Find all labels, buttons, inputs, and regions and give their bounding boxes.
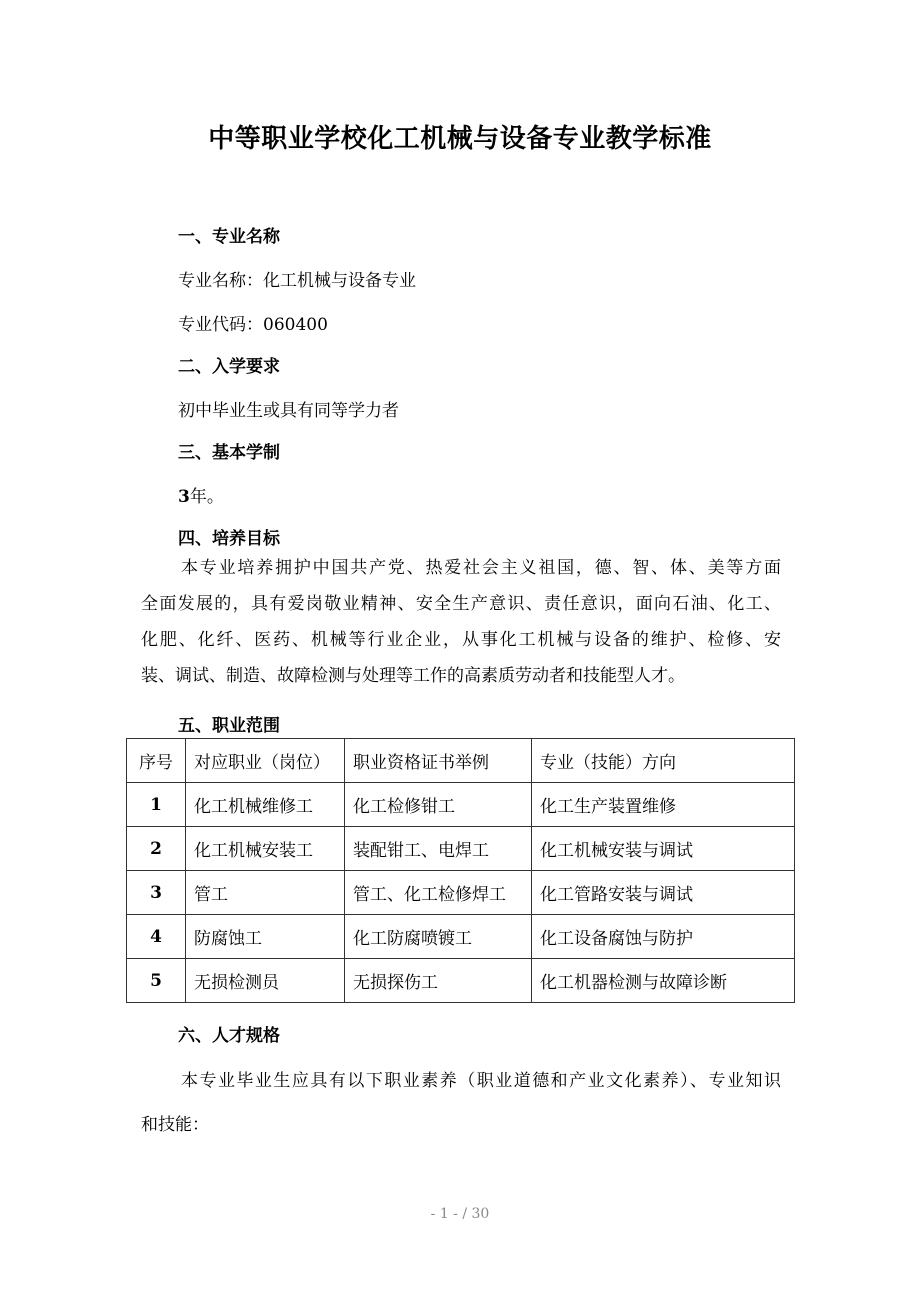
section-5-heading: 五、职业范围 [178, 716, 280, 736]
paragraph-line: 装、调试、制造、故障检测与处理等工作的高素质劳动者和技能型人才。 [141, 666, 685, 686]
direction-cell: 化工管路安装与调试 [532, 871, 795, 915]
column-header: 序号 [127, 739, 186, 783]
certificate-cell: 化工防腐喷镀工 [345, 915, 532, 959]
table-row [127, 827, 795, 871]
direction-cell: 化工设备腐蚀与防护 [532, 915, 795, 959]
duration-line [178, 482, 224, 507]
occupation-cell: 化工机械维修工 [186, 783, 345, 827]
row-number: 4 [127, 915, 186, 959]
table-row [127, 915, 795, 959]
paragraph-line: 和技能： [141, 1115, 209, 1135]
column-header: 专业（技能）方向 [532, 739, 795, 783]
certificate-cell: 装配钳工、电焊工 [345, 827, 532, 871]
direction-cell: 化工机器检测与故障诊断 [532, 959, 795, 1003]
occupation-cell: 无损检测员 [186, 959, 345, 1003]
admission-text: 初中毕业生或具有同等学力者 [178, 401, 399, 421]
column-header: 职业资格证书举例 [345, 739, 532, 783]
talent-spec-paragraph [141, 1059, 781, 1147]
section-1-heading: 一、专业名称 [178, 227, 280, 247]
duration-years: 3 [178, 487, 190, 507]
occupation-table [126, 738, 795, 1003]
occupation-cell: 防腐蚀工 [186, 915, 345, 959]
row-number: 5 [127, 959, 186, 1003]
table-row [127, 959, 795, 1003]
major-code-line: 专业代码：060400 [178, 315, 328, 335]
table-header-row [127, 739, 795, 783]
direction-cell: 化工生产装置维修 [532, 783, 795, 827]
table-row [127, 783, 795, 827]
row-number: 2 [127, 827, 186, 871]
occupation-cell: 管工 [186, 871, 345, 915]
page-number: - 1 - / 30 [430, 1206, 490, 1222]
certificate-cell: 化工检修钳工 [345, 783, 532, 827]
table-row [127, 871, 795, 915]
column-header: 对应职业（岗位） [186, 739, 345, 783]
certificate-cell: 管工、化工检修焊工 [345, 871, 532, 915]
paragraph-line: 本专业毕业生应具有以下职业素养（职业道德和产业文化素养）、专业知识 [181, 1071, 781, 1091]
certificate-cell: 无损探伤工 [345, 959, 532, 1003]
section-3-heading: 三、基本学制 [178, 443, 280, 463]
duration-unit: 年。 [189, 487, 224, 507]
section-4-heading: 四、培养目标 [178, 529, 280, 549]
document-title: 中等职业学校化工机械与设备专业教学标准 [208, 124, 712, 154]
major-name-line: 专业名称：化工机械与设备专业 [178, 271, 416, 291]
section-6-heading: 六、人才规格 [178, 1026, 280, 1046]
direction-cell: 化工机械安装与调试 [532, 827, 795, 871]
occupation-cell: 化工机械安装工 [186, 827, 345, 871]
row-number: 3 [127, 871, 186, 915]
training-goal-paragraph [141, 550, 781, 694]
row-number: 1 [127, 783, 186, 827]
paragraph-line: 本专业培养拥护中国共产党、热爱社会主义祖国，德、智、体、美等方面 [181, 558, 781, 578]
paragraph-line: 全面发展的，具有爱岗敬业精神、安全生产意识、责任意识，面向石油、化工、 [141, 594, 781, 614]
paragraph-line: 化肥、化纤、医药、机械等行业企业，从事化工机械与设备的维护、检修、安 [141, 630, 781, 650]
section-2-heading: 二、入学要求 [178, 357, 280, 377]
